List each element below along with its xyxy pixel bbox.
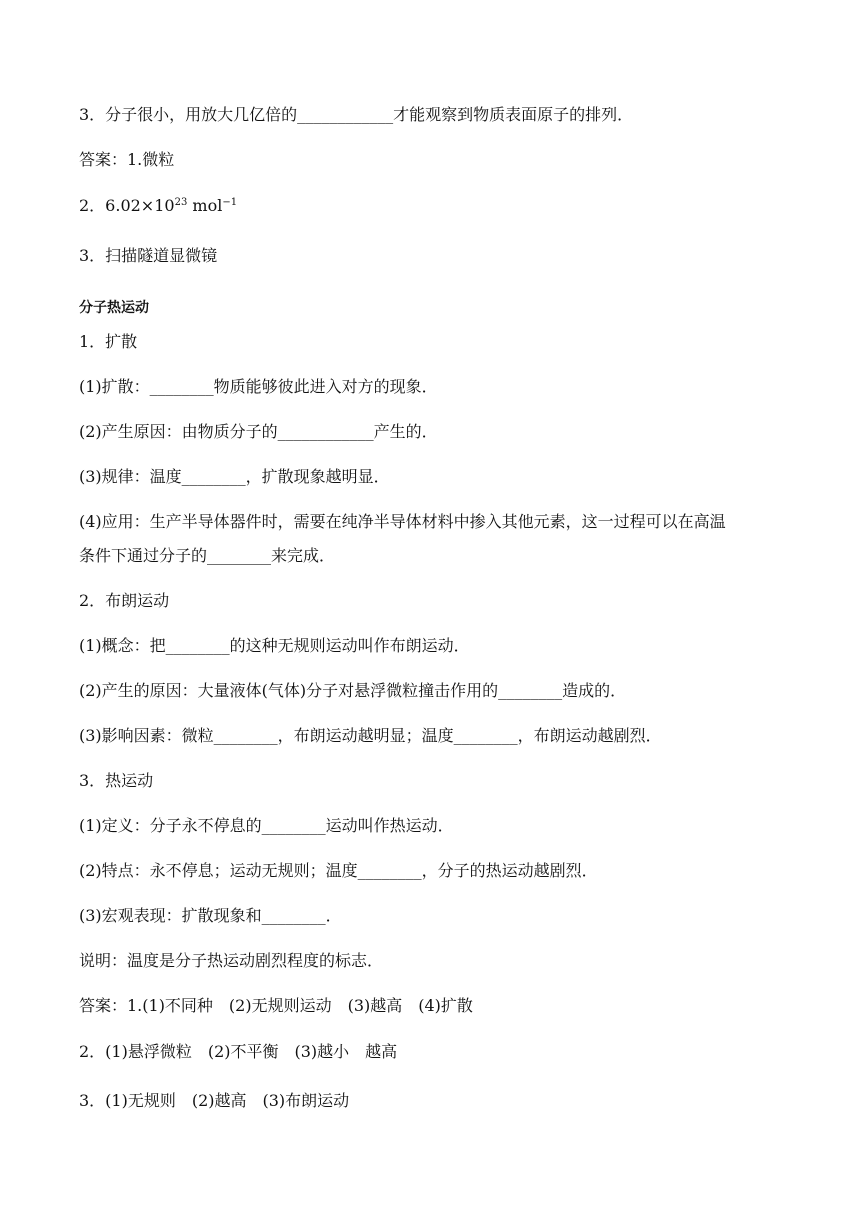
brownian-concept: (1)概念：把________的这种无规则运动叫作布朗运动． <box>79 636 470 655</box>
subsection-diffusion: 1．扩散 <box>79 332 138 351</box>
answer-2-line <box>79 195 237 217</box>
question-3-line: 3．分子很小，用放大几亿倍的____________才能观察到物质表面原子的排列． <box>79 105 634 124</box>
answer-2-base: 2．6.02×10 <box>79 196 175 215</box>
diffusion-cause: (2)产生原因：由物质分子的____________产生的． <box>79 422 438 441</box>
section-heading: 分子热运动 <box>79 300 149 316</box>
note-line: 说明：温度是分子热运动剧烈程度的标志． <box>79 951 384 970</box>
thermal-features: (2)特点：永不停息；运动无规则；温度________，分子的热运动越剧烈． <box>79 861 598 880</box>
thermal-definition: (1)定义：分子永不停息的________运动叫作热运动． <box>79 816 454 835</box>
diffusion-application-1: (4)应用：生产半导体器件时，需要在纯净半导体材料中掺入其他元素，这一过程可以在高温 <box>79 512 726 531</box>
answers-2: 2．(1)悬浮微粒 (2)不平衡 (3)越小 越高 <box>79 1042 398 1061</box>
thermal-macro: (3)宏观表现：扩散现象和________． <box>79 906 342 925</box>
subsection-thermal: 3．热运动 <box>79 771 154 790</box>
answer-2-unit: mol <box>187 196 223 215</box>
answers-3: 3．(1)无规则 (2)越高 (3)布朗运动 <box>79 1091 350 1110</box>
brownian-cause: (2)产生的原因：大量液体(气体)分子对悬浮微粒撞击作用的________造成的． <box>79 681 627 700</box>
diffusion-rule: (3)规律：温度________，扩散现象越明显． <box>79 467 390 486</box>
answer-2-exponent: 23 <box>174 197 188 208</box>
diffusion-application-2: 条件下通过分子的________来完成． <box>79 546 336 565</box>
diffusion-definition: (1)扩散：________物质能够彼此进入对方的现象． <box>79 377 438 396</box>
answer-label-line: 答案：1.微粒 <box>79 150 175 169</box>
answers-1: 答案：1.(1)不同种 (2)无规则运动 (3)越高 (4)扩散 <box>79 996 473 1015</box>
subsection-brownian: 2．布朗运动 <box>79 591 170 610</box>
answer-3-line: 3．扫描隧道显微镜 <box>79 246 218 265</box>
answer-2-unit-exponent: −1 <box>222 197 238 208</box>
brownian-factors: (3)影响因素：微粒________，布朗运动越明显；温度________，布朗运动越剧烈． <box>79 726 662 745</box>
